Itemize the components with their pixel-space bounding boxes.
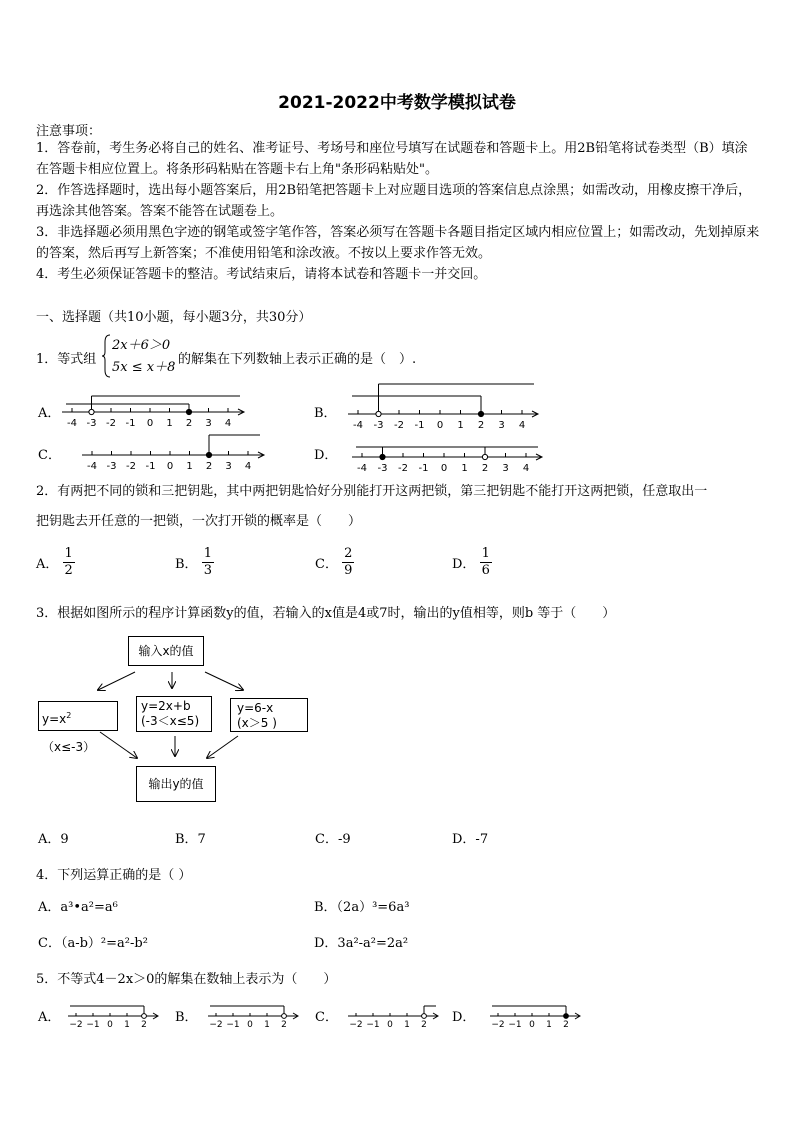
q2-b-den: 3	[203, 563, 212, 578]
page-title: 2021-2022中考数学模拟试卷	[278, 93, 516, 113]
q5-b-tick-label: 2	[281, 1020, 287, 1030]
q3-text: 3．根据如图所示的程序计算函数y的值，若输入的x值是4或7时，输出的y值相等，则b 等于（ ）	[36, 606, 616, 621]
q1-b-tick-label: -1	[414, 420, 425, 431]
q5-a-tick-label: −1	[86, 1020, 100, 1030]
q2-option-d	[452, 546, 492, 579]
q5-d-point	[564, 1014, 569, 1019]
q1-a-tick-label: -3	[86, 418, 97, 429]
q3-option-d: D．-7	[452, 832, 489, 847]
q1-a-point	[89, 409, 94, 414]
q5-c-tick-label: −1	[366, 1020, 380, 1030]
q2-option-c-label: C．	[315, 557, 338, 572]
q1-c-tick-label: -1	[145, 461, 156, 472]
q3-option-b: B．7	[175, 832, 206, 847]
q5-c-tick-label: −2	[349, 1020, 363, 1030]
q4-option-a: A．a³•a²=a⁶	[38, 900, 118, 915]
q1-brace	[102, 334, 112, 378]
q1-d-point	[482, 454, 487, 459]
q1-a-tick-label: -1	[125, 418, 136, 429]
q1-c-tick-label: 1	[186, 461, 193, 472]
q1-a-tick-label: 1	[166, 418, 173, 429]
q2-option-b-fraction	[202, 546, 214, 579]
q2-text-line1: 2．有两把不同的锁和三把钥匙，其中两把钥匙恰好分别能打开这两把锁，第三把钥匙不能打开这两把锁，任意取出一	[36, 484, 708, 499]
q5-label-a: A．	[38, 1010, 61, 1025]
q1-c-tick-label: 2	[205, 461, 213, 472]
q1-b-tick-label: 1	[457, 420, 464, 431]
q1-a-tick-label: 0	[146, 418, 154, 429]
q2-d-den: 6	[481, 563, 490, 578]
q5-d-tick-label: −1	[508, 1020, 522, 1030]
q1-number-lines	[0, 380, 560, 475]
q2-option-c	[315, 546, 354, 579]
q5-label-c: C．	[315, 1010, 338, 1025]
q2-option-a-fraction	[63, 546, 75, 579]
q1-b-tick-label: -4	[353, 420, 363, 431]
q2-option-b	[175, 546, 214, 579]
q2-d-num: 1	[481, 546, 490, 561]
q1-b-point	[376, 411, 381, 416]
q5-c-tick-label: 0	[387, 1020, 393, 1030]
flow-output-box: 输出y的值	[136, 766, 216, 802]
flow-input-box: 输入x的值	[128, 636, 204, 666]
q2-b-num: 1	[203, 546, 212, 561]
notice-item-2: 2．作答选择题时，选出每小题答案后，用2B铅笔把答题卡上对应题目选项的答案信息点涂黑；如需改动，用橡皮擦干净后，再选涂其他答案。答案不能答在试题卷上。	[36, 183, 752, 219]
q5-b-point	[282, 1014, 287, 1019]
q5-c-tick-label: 1	[404, 1020, 410, 1030]
q1-b-tick-label: 3	[498, 420, 505, 431]
q1-suffix: 的解集在下列数轴上表示正确的是（ ）.	[178, 352, 417, 367]
flow-left-a: y=x	[42, 712, 67, 726]
q5-d-tick-label: 2	[563, 1020, 569, 1030]
q1-a-tick-label: -2	[106, 418, 116, 429]
q5-d-tick-label: 0	[529, 1020, 535, 1030]
q2-a-num: 1	[64, 546, 73, 561]
q3-option-a: A．9	[38, 832, 69, 847]
q5-d-tick-label: 1	[546, 1020, 552, 1030]
q1-label-a: A．	[38, 406, 61, 421]
q5-b-tick-label: 0	[247, 1020, 253, 1030]
q1-d-tick-label: 2	[481, 463, 489, 474]
q2-text-line2: 把钥匙去开任意的一把锁，一次打开锁的概率是（ ）	[36, 514, 362, 529]
q1-c-tick-label: 3	[225, 461, 232, 472]
q1-d-tick-label: 0	[440, 463, 448, 474]
flow-mid-line2: (-3＜x≤5)	[141, 714, 200, 728]
q1-eq1: 2x＋6＞0	[112, 338, 171, 353]
q1-c-tick-label: -4	[87, 461, 97, 472]
q1-label-c: C．	[38, 448, 61, 463]
q1-label-b: B．	[314, 406, 337, 421]
q2-a-den: 2	[64, 563, 73, 578]
q5-b-tick-label: −1	[226, 1020, 240, 1030]
q1-c-tick-label: -3	[106, 461, 117, 472]
q5-a-tick-label: 2	[141, 1020, 147, 1030]
q1-eq2: 5x ≤ x＋8	[112, 360, 176, 375]
q1-a-point	[186, 409, 191, 414]
q1-d-tick-label: -2	[398, 463, 408, 474]
q1-c-point	[206, 452, 211, 457]
q1-a-tick-label: 4	[224, 418, 232, 429]
q2-c-num: 2	[344, 546, 353, 561]
notice-item-1: 1．答卷前，考生务必将自己的姓名、准考证号、考场号和座位号填写在试题卷和答题卡上。用2B铅笔将试卷类型（B）填涂在答题卡相应位置上。将条形码粘贴在答题卡右上角"条形码粘贴处"。	[36, 141, 748, 177]
q1-b-tick-label: 0	[436, 420, 444, 431]
q1-prefix: 1．等式组	[36, 352, 97, 367]
notice-item-4: 4．考生必须保证答题卡的整洁。考试结束后，请将本试卷和答题卡一并交回。	[36, 267, 487, 282]
q4-option-d: D．3a²-a²=2a²	[314, 936, 409, 951]
q5-c-point	[422, 1014, 427, 1019]
section-heading: 一、选择题（共10小题，每小题3分，共30分）	[36, 310, 312, 325]
q5-text: 5．不等式4－2x＞0的解集在数轴上表示为（ ）	[36, 972, 337, 987]
q1-c-tick-label: -2	[126, 461, 136, 472]
q1-b-tick-label: 2	[477, 420, 485, 431]
q1-d-tick-label: -1	[418, 463, 429, 474]
q2-option-a	[36, 546, 75, 579]
q3-option-c: C．-9	[315, 832, 351, 847]
q5-label-d: D．	[452, 1010, 476, 1025]
q1-b-tick-label: -2	[394, 420, 404, 431]
q1-c-tick-label: 4	[244, 461, 252, 472]
q5-a-point	[142, 1014, 147, 1019]
q5-a-tick-label: 0	[107, 1020, 113, 1030]
q1-a-tick-label: -4	[67, 418, 77, 429]
q2-option-d-fraction	[480, 546, 492, 579]
q2-option-b-label: B．	[175, 557, 198, 572]
q4-option-b: B．（2a）³=6a³	[314, 900, 410, 915]
q1-b-tick-label: -3	[373, 420, 384, 431]
q1-c-tick-label: 0	[166, 461, 174, 472]
q1-a-tick-label: 2	[185, 418, 193, 429]
q1-d-point	[380, 454, 385, 459]
q1-label-d: D．	[314, 448, 338, 463]
flow-mid-line1: y=2x+b	[141, 699, 191, 713]
q5-b-tick-label: 1	[264, 1020, 270, 1030]
q1-b-tick-label: 4	[518, 420, 526, 431]
flow-left-sup: 2	[66, 711, 72, 720]
q1-d-tick-label: 3	[502, 463, 509, 474]
flow-mid-box	[136, 696, 212, 732]
flow-right-line2: (x＞5 )	[237, 716, 277, 730]
q1-d-tick-label: -3	[377, 463, 388, 474]
q1-d-tick-label: -4	[357, 463, 367, 474]
q5-a-tick-label: −2	[69, 1020, 83, 1030]
flow-right-line1: y=6-x	[237, 701, 274, 715]
q1-d-tick-label: 1	[461, 463, 468, 474]
q2-option-c-fraction	[342, 546, 354, 579]
q4-text: 4．下列运算正确的是（ ）	[36, 868, 192, 883]
q5-a-tick-label: 1	[124, 1020, 130, 1030]
notice-heading: 注意事项：	[36, 124, 102, 139]
q5-label-b: B．	[175, 1010, 198, 1025]
q5-d-tick-label: −2	[491, 1020, 505, 1030]
notice-item-3: 3．非选择题必须用黑色字迹的钢笔或签字笔作答，答案必须写在答题卡各题目指定区域内相应位置上；如需改动，先划掉原来的答案，然后再写上新答案；不准使用铅笔和涂改液。不按以上要求作答无效。	[36, 225, 760, 261]
q1-d-tick-label: 4	[522, 463, 530, 474]
q5-number-lines	[0, 996, 600, 1032]
q5-b-tick-label: −2	[209, 1020, 223, 1030]
q2-c-den: 9	[344, 563, 353, 578]
q1-a-tick-label: 3	[205, 418, 212, 429]
flow-right-box	[230, 698, 308, 732]
q5-c-tick-label: 2	[421, 1020, 427, 1030]
flow-left-b: （x≤-3）	[42, 740, 96, 754]
q1-b-point	[478, 411, 483, 416]
q4-option-c: C．（a-b）²=a²-b²	[38, 936, 148, 951]
q2-option-a-label: A．	[36, 557, 59, 572]
q2-option-d-label: D．	[452, 557, 476, 572]
